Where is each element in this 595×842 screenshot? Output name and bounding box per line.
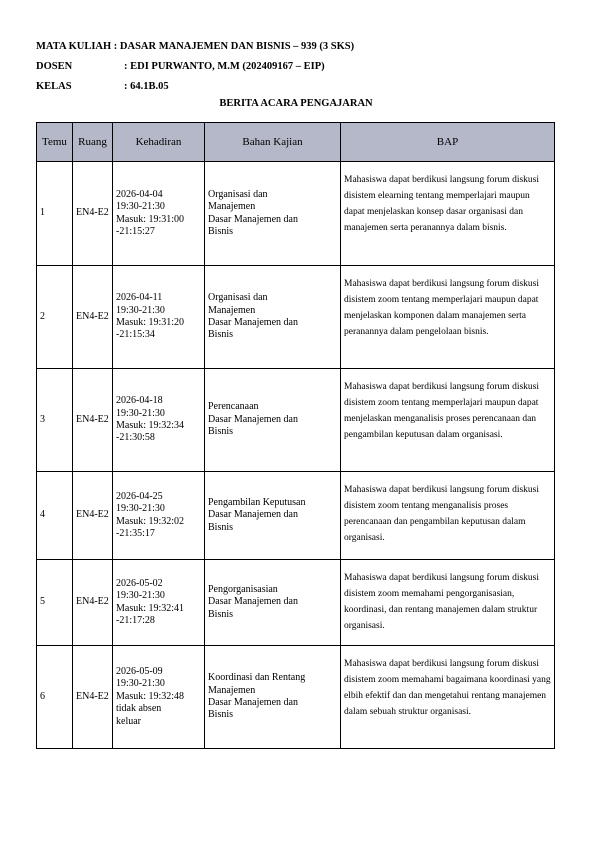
cell-kehadiran-line: -21:17:28 — [116, 614, 155, 626]
cell-ruang: EN4-E2 — [73, 162, 113, 266]
cell-bahan-kajian-line: Bisnis — [208, 225, 234, 237]
cell-temu: 2 — [37, 266, 73, 369]
cell-kehadiran-line: Masuk: 19:32:34 — [116, 420, 185, 431]
cell-kehadiran-line: 19:30-21:30 — [116, 503, 165, 515]
cell-bahan-kajian-line: Perencanaan — [208, 401, 259, 413]
cell-ruang: EN4-E2 — [73, 646, 113, 749]
cell-kehadiran-line: -21:15:27 — [116, 225, 155, 237]
cell-kehadiran-line: tidak absen — [116, 703, 162, 715]
cell-bahan-kajian-line: Bisnis — [208, 709, 234, 721]
col-header-bap: BAP — [341, 123, 555, 162]
cell-kehadiran-line: 2026-04-11 — [116, 292, 163, 304]
cell-kehadiran — [113, 472, 205, 560]
course-row — [36, 40, 556, 60]
cell-temu: 5 — [37, 560, 73, 646]
cell-bahan-kajian-line: Dasar Manajemen dan — [208, 596, 298, 608]
class-row — [36, 80, 556, 100]
cell-bahan-kajian-line: Manajemen — [208, 304, 256, 316]
cell-ruang: EN4-E2 — [73, 266, 113, 369]
cell-kehadiran-line: 19:30-21:30 — [116, 678, 165, 690]
cell-ruang: EN4-E2 — [73, 560, 113, 646]
cell-bahan-kajian-line: Bisnis — [208, 521, 234, 533]
cell-kehadiran — [113, 560, 205, 646]
cell-bap: Mahasiswa dapat berdikusi langsung forum diskusi disistem zoom tentang memperlajari maupun dapat menjelaskan komponen dalam manajemen serta peranannya dalam pengelolaan bisnis. — [341, 266, 555, 369]
table-row — [37, 266, 555, 369]
col-header-ruang: Ruang — [73, 123, 113, 162]
cell-ruang: EN4-E2 — [73, 369, 113, 472]
cell-bap: Mahasiswa dapat berdikusi langsung forum diskusi disistem zoom tentang memperlajari maupun dapat menjelaskan menganalisis proses perencanaan dan pengambilan keputusan dalam organisasi. — [341, 369, 555, 472]
cell-bap: Mahasiswa dapat berdikusi langsung forum diskusi disistem zoom memahami bagaimana koordinasi yang elbih efektif dan dan mengetahui rentang manajemen dalam sebuah struktur organisasi. — [341, 646, 555, 749]
cell-kehadiran-line: Masuk: 19:32:41 — [116, 602, 185, 614]
cell-bahan-kajian-line: Bisnis — [208, 608, 234, 620]
cell-bahan-kajian-line: Dasar Manajemen dan — [208, 509, 298, 521]
cell-kehadiran-line: Masuk: 19:31:00 — [116, 213, 185, 225]
cell-kehadiran-line: 2026-05-02 — [116, 577, 163, 589]
cell-bahan-kajian-line: Dasar Manajemen dan — [208, 697, 298, 708]
cell-bahan-kajian — [205, 472, 341, 560]
col-header-kehadiran: Kehadiran — [113, 123, 205, 162]
course-header — [36, 40, 556, 100]
cell-kehadiran-line: 19:30-21:30 — [116, 590, 165, 602]
cell-kehadiran-line: 2026-04-18 — [116, 395, 163, 407]
cell-kehadiran-line: 19:30-21:30 — [116, 407, 165, 419]
lecturer-value: : EDI PURWANTO, M.M (202409167 – EIP) — [124, 61, 325, 72]
cell-temu: 6 — [37, 646, 73, 749]
cell-bahan-kajian — [205, 266, 341, 369]
cell-kehadiran — [113, 369, 205, 472]
cell-bahan-kajian-line: Pengambilan Keputusan — [208, 496, 306, 508]
table-row — [37, 162, 555, 266]
cell-temu: 4 — [37, 472, 73, 560]
cell-bahan-kajian-line: Organisasi dan — [208, 188, 268, 200]
cell-kehadiran-line: -21:35:17 — [116, 527, 155, 539]
col-header-bahan-kajian: Bahan Kajian — [205, 123, 341, 162]
cell-bahan-kajian — [205, 162, 341, 266]
cell-bahan-kajian-line: Dasar Manajemen dan — [208, 413, 298, 425]
document-title: BERITA ACARA PENGAJARAN — [219, 98, 373, 109]
cell-kehadiran — [113, 646, 205, 749]
cell-bahan-kajian-line: Pengorganisasian — [208, 583, 278, 595]
class-label: KELAS — [36, 81, 72, 92]
cell-bahan-kajian-line: Koordinasi dan Rentang — [208, 672, 306, 684]
class-value: : 64.1B.05 — [124, 81, 169, 92]
col-header-temu: Temu — [37, 123, 73, 162]
cell-kehadiran-line: keluar — [116, 715, 141, 727]
table-row — [37, 472, 555, 560]
cell-kehadiran-line: -21:15:34 — [116, 329, 155, 341]
course-name: MATA KULIAH : DASAR MANAJEMEN DAN BISNIS – 939 (3 SKS) — [36, 41, 355, 52]
cell-bahan-kajian — [205, 560, 341, 646]
cell-bahan-kajian-line: Organisasi dan — [208, 292, 268, 304]
cell-kehadiran-line: Masuk: 19:32:48 — [116, 690, 185, 702]
cell-bap: Mahasiswa dapat berdikusi langsung forum diskusi disistem elearning tentang memperlajari maupun dapat menjelaskan konsep dasar organisasi dan manajemen serta peranannya dalam bisnis. — [341, 162, 555, 266]
cell-bahan-kajian — [205, 646, 341, 749]
cell-kehadiran-line: 2026-05-09 — [116, 665, 163, 677]
cell-bahan-kajian-line: Manajemen — [208, 201, 256, 213]
cell-ruang: EN4-E2 — [73, 472, 113, 560]
cell-kehadiran — [113, 266, 205, 369]
cell-bahan-kajian-line: Manajemen — [208, 684, 256, 696]
cell-temu: 3 — [37, 369, 73, 472]
table-row — [37, 560, 555, 646]
cell-kehadiran-line: 19:30-21:30 — [116, 304, 165, 316]
cell-kehadiran-line: 2026-04-04 — [116, 188, 163, 200]
cell-bahan-kajian-line: Dasar Manajemen dan — [208, 213, 298, 225]
table-header-row — [37, 123, 555, 162]
teaching-record-table — [36, 122, 555, 749]
cell-temu: 1 — [37, 162, 73, 266]
cell-kehadiran — [113, 162, 205, 266]
cell-bahan-kajian-line: Dasar Manajemen dan — [208, 317, 298, 328]
table-row — [37, 369, 555, 472]
cell-bap: Mahasiswa dapat berdikusi langsung forum diskusi disistem zoom memahami pengorganisasian, koordinasi, dan rentang manajemen dalam struktur organisasi. — [341, 560, 555, 646]
cell-bap: Mahasiswa dapat berdikusi langsung forum diskusi disistem zoom tentang menganalisis proses perencanaan dan pengambilan keputusan dalam organisasi. — [341, 472, 555, 560]
lecturer-row — [36, 60, 556, 80]
cell-kehadiran-line: 19:30-21:30 — [116, 201, 165, 213]
cell-kehadiran-line: Masuk: 19:31:20 — [116, 317, 185, 328]
cell-kehadiran-line: -21:30:58 — [116, 432, 155, 444]
cell-kehadiran-line: Masuk: 19:32:02 — [116, 515, 185, 527]
cell-bahan-kajian — [205, 369, 341, 472]
cell-kehadiran-line: 2026-04-25 — [116, 490, 163, 502]
table-row — [37, 646, 555, 749]
lecturer-label: DOSEN — [36, 61, 73, 72]
cell-bahan-kajian-line: Bisnis — [208, 426, 234, 438]
cell-bahan-kajian-line: Bisnis — [208, 329, 234, 341]
